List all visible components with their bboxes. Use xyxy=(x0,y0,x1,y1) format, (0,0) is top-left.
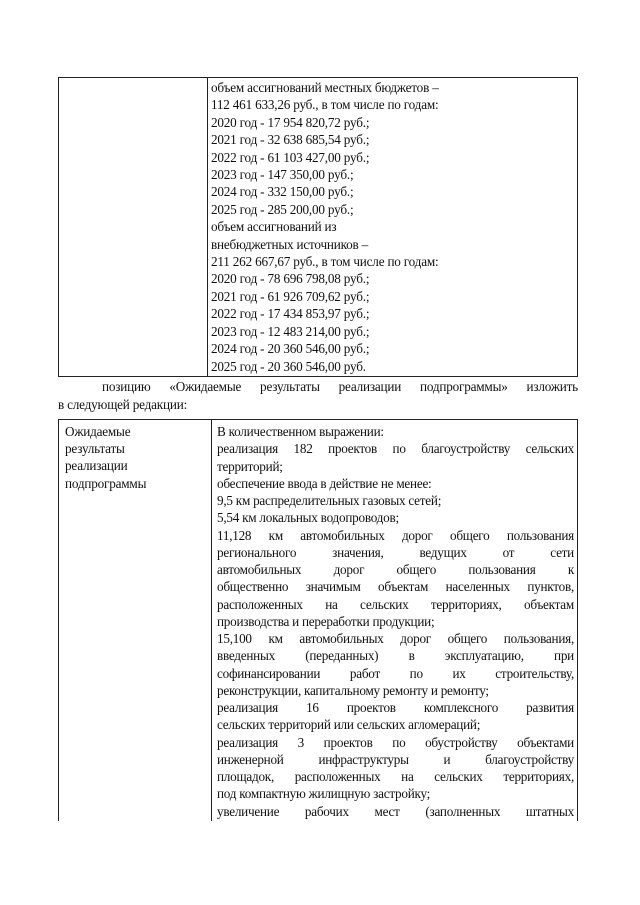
result-line: площадок, расположенных на сельских территориях, xyxy=(217,769,574,784)
result-line: введенных (переданных) в эксплуатацию, при xyxy=(217,648,574,664)
result-line: 11,128 км автомобильных дорог общего пользования xyxy=(217,527,574,543)
result-line: территорий; xyxy=(217,458,283,474)
budget-line: 2025 год - 285 200,00 руб.; xyxy=(211,201,354,217)
budget-line: 2020 год - 17 954 820,72 руб.; xyxy=(211,114,370,130)
expected-results-label-cell xyxy=(59,420,212,821)
budget-table xyxy=(58,77,578,377)
budget-line: 2025 год - 20 360 546,00 руб. xyxy=(211,358,366,374)
result-line: реализация 16 проектов комплексного развития xyxy=(217,700,574,715)
row-label-line: реализации xyxy=(65,458,128,474)
result-line: сельских территорий или сельских агломераций; xyxy=(217,717,481,733)
row-label-line: результаты xyxy=(65,441,125,457)
budget-line: 2024 год - 20 360 546,00 руб.; xyxy=(211,341,370,357)
result-line: инженерной инфраструктуры и благоустройству xyxy=(217,751,574,767)
budget-line: 112 461 633,26 руб., в том числе по годам: xyxy=(211,97,439,113)
budget-line: 2024 год - 332 150,00 руб.; xyxy=(211,184,354,200)
row-label-line: Ожидаемые xyxy=(65,424,131,439)
amendment-paragraph xyxy=(58,378,578,413)
result-line: софинансировании работ по их строительству, xyxy=(217,665,574,681)
paragraph-line: позицию «Ожидаемые результаты реализации подпрограммы» изложить xyxy=(102,379,578,394)
budget-line: объем ассигнований из xyxy=(211,219,337,235)
result-line: производства и переработки продукции; xyxy=(217,613,435,629)
paragraph-line: в следующей редакции: xyxy=(58,396,188,412)
result-line: реализация 3 проектов по обустройству объектами xyxy=(217,734,574,750)
result-line: 5,54 км локальных водопроводов; xyxy=(217,510,399,526)
result-line: реконструкции, капитальному ремонту и ремонту; xyxy=(217,682,489,698)
expected-results-value-cell xyxy=(213,420,577,820)
expected-results-table xyxy=(58,419,578,821)
budget-line: 2020 год - 78 696 798,08 руб.; xyxy=(211,271,370,287)
result-line: 15,100 км автомобильных дорог общего пользования, xyxy=(217,631,574,646)
budget-line: внебюджетных источников – xyxy=(211,236,369,252)
result-line: обеспечение ввода в действие не менее: xyxy=(217,475,432,491)
budget-table-value-cell xyxy=(208,78,577,376)
budget-line: 2021 год - 61 926 709,62 руб.; xyxy=(211,288,370,304)
budget-line: 2023 год - 147 350,00 руб.; xyxy=(211,167,354,183)
budget-table-empty-cell xyxy=(59,78,208,376)
result-line: реализация 182 проектов по благоустройству сельских xyxy=(217,441,574,457)
budget-line: 2023 год - 12 483 214,00 руб.; xyxy=(211,323,370,339)
result-line: увеличение рабочих мест (заполненных штатных xyxy=(217,803,574,819)
result-line: общественно значимым объектам населенных пунктов, xyxy=(217,579,574,595)
result-line: автомобильных дорог общего пользования к xyxy=(217,562,574,577)
result-line: 9,5 км распределительных газовых сетей; xyxy=(217,493,442,508)
budget-line: 2022 год - 61 103 427,00 руб.; xyxy=(211,149,370,165)
result-line: расположенных на сельских территориях, объектам xyxy=(217,596,574,612)
budget-line: 2022 год - 17 434 853,97 руб.; xyxy=(211,306,370,322)
result-line: В количественном выражении: xyxy=(217,424,384,439)
budget-line: 211 262 667,67 руб., в том числе по годам: xyxy=(211,254,439,270)
result-line: под компактную жилищную застройку; xyxy=(217,786,431,802)
budget-line: 2021 год - 32 638 685,54 руб.; xyxy=(211,132,370,148)
result-line: регионального значения, ведущих от сети xyxy=(217,544,574,560)
budget-line: объем ассигнований местных бюджетов – xyxy=(211,80,439,95)
row-label-line: подпрограммы xyxy=(65,475,147,491)
